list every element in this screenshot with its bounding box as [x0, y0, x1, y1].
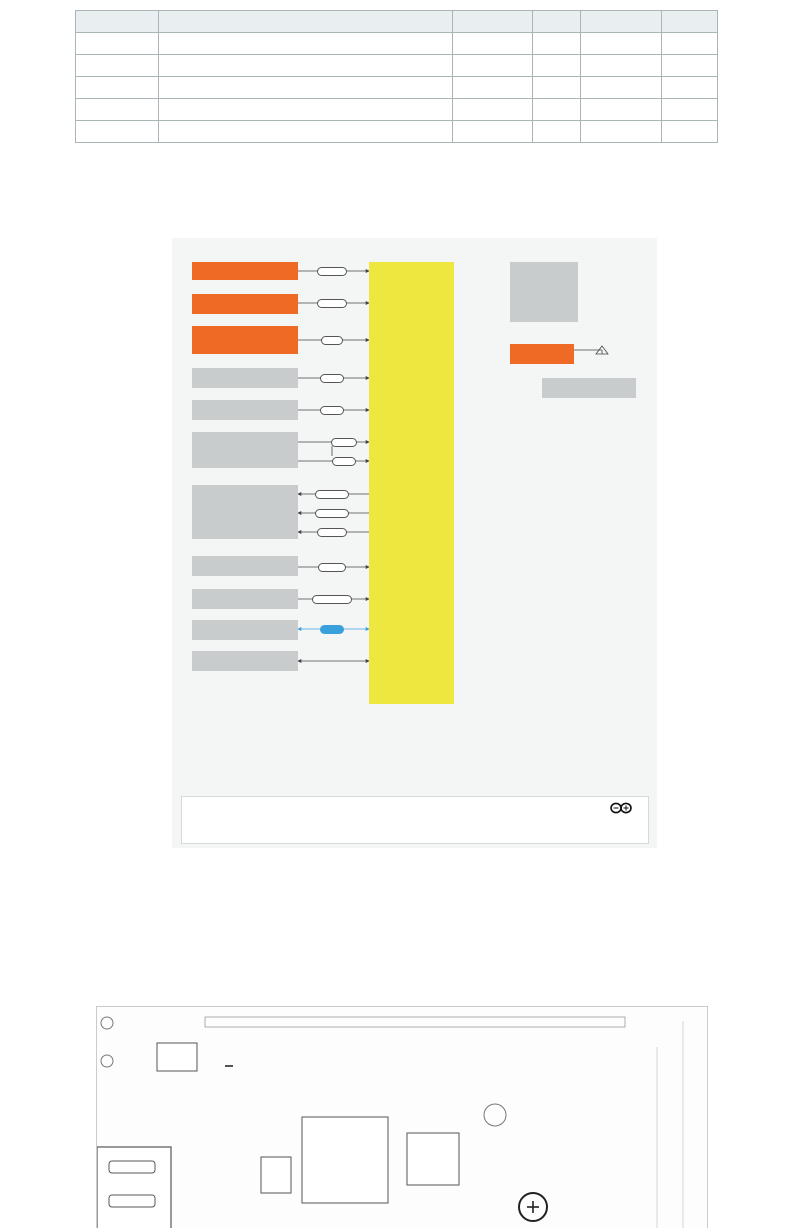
bus-label [315, 509, 349, 518]
col-header-max [581, 11, 662, 33]
cell-max [581, 55, 662, 77]
bus-label [318, 563, 346, 572]
board-front-view [96, 1006, 708, 1228]
arduino-logo-icon [608, 801, 634, 819]
block-y2 [192, 589, 298, 609]
col-header-typ [533, 11, 581, 33]
cell-description [159, 55, 453, 77]
cell-unit [662, 33, 718, 55]
bus-label [320, 625, 344, 634]
cell-max [581, 33, 662, 55]
cell-min [453, 55, 533, 77]
table-row [76, 55, 718, 77]
cell-description [159, 99, 453, 121]
cell-description [159, 33, 453, 55]
block-u5 [510, 262, 578, 322]
block-u8 [192, 620, 298, 640]
block-u4 [542, 378, 636, 398]
bus-label [332, 457, 356, 466]
cell-typ [533, 99, 581, 121]
bus-label [317, 299, 347, 308]
board-outline [97, 1007, 709, 1228]
block-u9 [192, 368, 298, 388]
cell-symbol [76, 33, 159, 55]
block-pb2 [192, 432, 298, 468]
block-j2 [192, 294, 298, 314]
cell-min [453, 77, 533, 99]
cell-description [159, 77, 453, 99]
cell-typ [533, 55, 581, 77]
bus-label [317, 267, 347, 276]
col-header-unit [662, 11, 718, 33]
block-j14 [510, 344, 574, 364]
cell-symbol [76, 99, 159, 121]
cell-typ [533, 121, 581, 143]
cell-unit [662, 99, 718, 121]
specs-table [75, 10, 718, 143]
col-header-min [453, 11, 533, 33]
cell-max [581, 121, 662, 143]
cell-unit [662, 121, 718, 143]
cell-unit [662, 77, 718, 99]
table-header-row [76, 11, 718, 33]
cell-max [581, 77, 662, 99]
cell-symbol [76, 77, 159, 99]
table-row [76, 99, 718, 121]
block-u3 [192, 651, 298, 671]
cell-min [453, 99, 533, 121]
table-row [76, 121, 718, 143]
bus-label [320, 374, 344, 383]
diagram-legend [181, 796, 649, 844]
cell-max [581, 99, 662, 121]
block-j12 [192, 262, 298, 280]
cell-typ [533, 77, 581, 99]
col-header-symbol [76, 11, 159, 33]
bus-label [312, 595, 352, 604]
col-header-description [159, 11, 453, 33]
cell-unit [662, 55, 718, 77]
block-j8 [192, 326, 298, 354]
block-y3 [192, 556, 298, 576]
bus-label [321, 336, 343, 345]
u4-label [225, 1065, 233, 1067]
cell-min [453, 121, 533, 143]
bus-label [320, 406, 344, 415]
cell-symbol [76, 121, 159, 143]
table-row [76, 77, 718, 99]
bus-label [317, 528, 347, 537]
block-diagram [172, 238, 657, 848]
block-mcu [369, 262, 454, 704]
cell-typ [533, 33, 581, 55]
table-row [76, 33, 718, 55]
bus-label [315, 490, 349, 499]
block-pb1 [192, 400, 298, 420]
cell-symbol [76, 55, 159, 77]
cell-description [159, 121, 453, 143]
bus-label [331, 438, 357, 447]
block-dl2 [192, 485, 298, 539]
cell-min [453, 33, 533, 55]
